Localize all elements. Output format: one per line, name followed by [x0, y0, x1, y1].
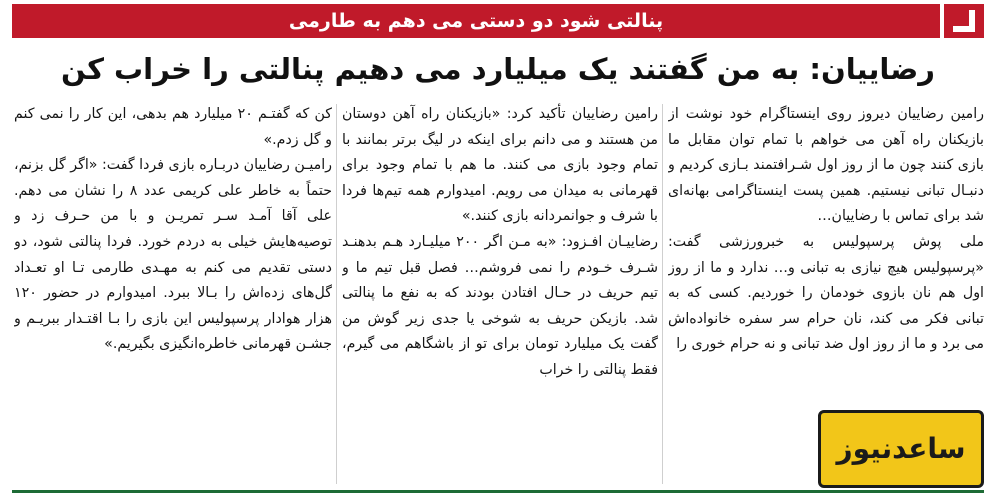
paragraph: رامین رضاییان دیروز روی اینستاگرام خود نوشت از بازیکنان راه آهن می خواهم با تمام توان مقابل ما بازی کنند چون ما از روز اول شـرافتمند بـازی کردیم و دنبـال تبانی نیستیم. همین پست اینستاگرامی بهانه‌ای شد برای تماس با رضاییان… — [668, 106, 984, 225]
logo-mark-icon — [953, 10, 975, 32]
column-divider — [336, 104, 337, 484]
paragraph: رامیـن رضاییان دربـاره بازی فردا گفت: «اگر گل بزنم، حتماً به خاطر علی کریمی عدد ۸ را نشان می دهم. علی آقا آمـد سـر تمریـن و با من حـرف زد و توصیه‌هایش خیلی به دردم خورد. فردا پنالتی شود، دو دستی تقدیم می کنم به مهـدی طارمی تـا او تعـداد گل‌های زده‌اش را بـالا ببرد. امیدوارم در حضور ۱۲۰ هزار هوادار پرسپولیس این بازی را بـا اقتـدار ببریـم و جشـن قهرمانی خاطره‌انگیزی بگیریم.» — [14, 157, 332, 353]
article-headline: رضاییان: به من گفتند یک میلیارد می دهیم پنالتی را خراب کن — [60, 52, 935, 86]
paragraph: رامین رضاییان تأکید کرد: «بازیکنان راه آهن دوستان من هستند و می دانم برای اینکه در لیگ برتر بمانند با تمام وجود بازی می کنند. ما هم با تمام وجود برای قهرمانی به میدان می رویم. امیدوارم همه تیم‌ها فردا با شرف و جوانمردانه بازی کنند.» — [342, 106, 658, 225]
article-column-3 — [14, 102, 332, 486]
article-column-2 — [342, 102, 658, 486]
section-banner: پنالتی شود دو دستی می دهم به طارمی — [12, 4, 940, 38]
footer-divider — [12, 490, 984, 493]
column-divider — [662, 104, 663, 484]
newspaper-logo — [944, 4, 984, 38]
paragraph: کن که گفتـم ۲۰ میلیارد هم بدهی، این کار را نمی کنم و گل زدم.» — [14, 106, 332, 148]
paragraph: رضاییـان افـزود: «به مـن اگر ۲۰۰ میلیـارد هـم بدهنـد شـرف خـودم را نمی فروشم… فصل قبل تیم ما و تیم حریف در حـال افتادن بودند که به نفع ما پنالتی شد. بازیکن حریف به شوخی یا جدی زیر گوش من گفت یک میلیارد تومان برای تو از باشگاهم می گیرم، فقط پنالتی را خراب — [342, 233, 658, 378]
site-watermark: ساعدنیوز — [818, 410, 984, 488]
paragraph: ملی پوش پرسپولیس به خبرورزشی گفت: «پرسپولیس هیچ نیازی به تبانی و… ندارد و ما از روز اول هم نان بازوی خودمان را خوردیم. کسی که به تبانی فکر می کند، نان حرام سر سفره خانواده‌اش می برد و ما از روز اول ضد تبانی و نه حرام خوری را — [668, 233, 984, 353]
